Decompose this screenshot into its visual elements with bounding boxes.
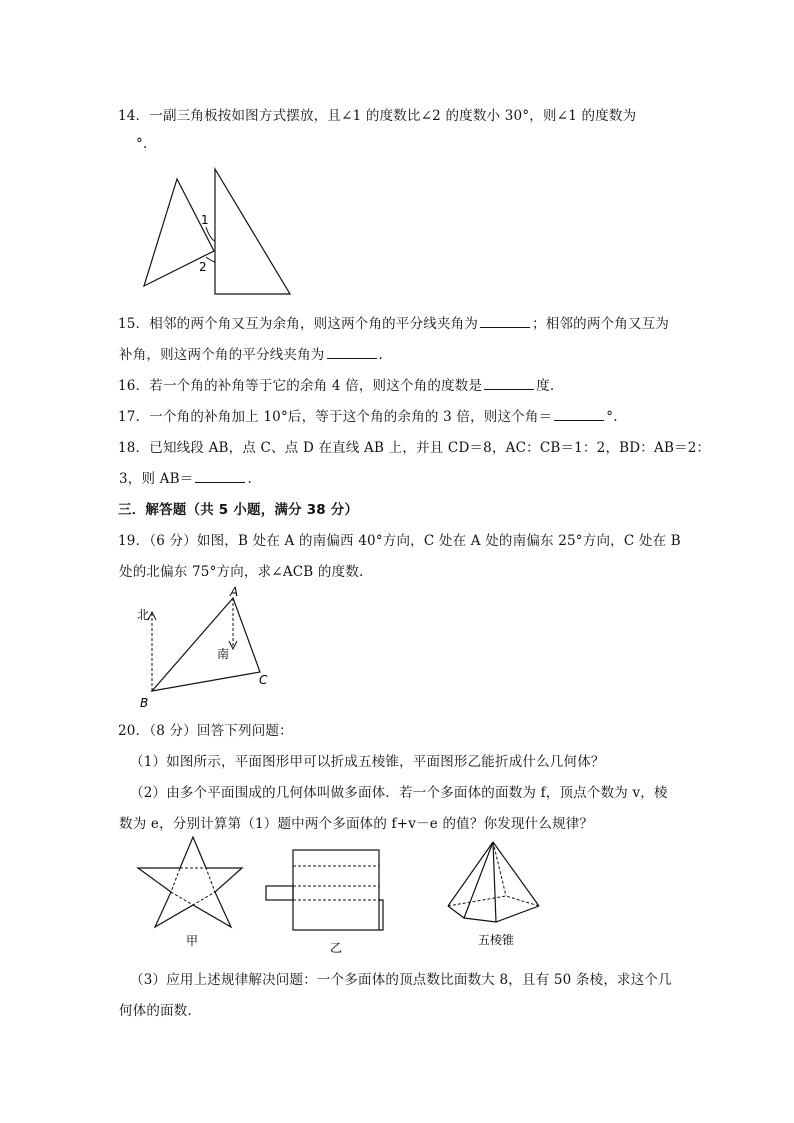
edge-1 — [448, 842, 493, 906]
figure-jia-star-net — [136, 835, 248, 955]
label-jia: 甲 — [186, 934, 199, 948]
base-back — [448, 896, 539, 906]
q16-blank — [484, 377, 534, 390]
label-pyramid: 五棱锥 — [478, 933, 515, 947]
angle-1-label: 1 — [201, 213, 209, 227]
q20-part1: （1）如图所示，平面图形甲可以折成五棱锥，平面图形乙能折成什么几何体？ — [130, 754, 605, 770]
q17-blank — [554, 408, 604, 421]
section-3-heading: 三．解答题（共 5 小题，满分 38 分） — [118, 502, 359, 518]
q19-line1: 19．（6 分）如图，B 处在 A 的南偏西 40°方向，C 处在 A 处的南偏东 25°方向，C 处在 B — [118, 533, 681, 549]
q19-figure — [134, 584, 284, 709]
q16-line: 16．若一个角的补角等于它的余角 4 倍，则这个角的度数是 度. — [118, 378, 555, 394]
prism-net-body — [293, 850, 379, 930]
star-outline — [138, 837, 242, 927]
pentagon-base — [171, 868, 215, 905]
q20-part3-line2: 何体的面数. — [119, 1003, 192, 1019]
q18-line2: 3，则 AB＝ . — [119, 471, 252, 487]
label-south: 南 — [217, 647, 230, 661]
q17-line: 17．一个角的补角加上 10°后，等于这个角的余角的 3 倍，则这个角＝ °. — [118, 409, 618, 425]
q18-line1: 18．已知线段 AB，点 C、点 D 在直线 AB 上，并且 CD＝8，AC：CB＝1：2，BD：AB＝2： — [118, 440, 711, 456]
base-front — [448, 906, 539, 922]
angle-2-arc — [206, 257, 215, 262]
figure-pentagonal-pyramid — [444, 838, 564, 958]
q20-part3-line1: （3）应用上述规律解决问题：一个多面体的顶点数比面数大 8，且有 50 条棱，求这个几 — [130, 972, 672, 988]
edge-2 — [464, 842, 493, 918]
label-yi: 乙 — [330, 941, 343, 955]
figure-yi-prism-net — [262, 842, 388, 962]
triangle-abc — [152, 598, 260, 691]
left-flap — [266, 886, 293, 900]
q14-line2: °. — [136, 136, 148, 152]
q15-blank2 — [327, 346, 377, 359]
label-a: A — [230, 585, 239, 599]
q15-blank1 — [480, 315, 530, 328]
q14-figure — [140, 165, 300, 300]
label-c: C — [259, 673, 268, 687]
q20-part2-line2: 数为 e，分别计算第（1）题中两个多面体的 f+v－e 的值？你发现什么规律？ — [119, 816, 594, 832]
angle-2-label: 2 — [199, 260, 207, 274]
q14-line1: 14．一副三角板按如图方式摆放，且∠1 的度数比∠2 的度数小 30°，则∠1 的度数为 — [118, 108, 637, 124]
right-triangle — [215, 169, 290, 294]
label-north: 北 — [137, 608, 150, 622]
q20-part2-line1: （2）由多个平面围成的几何体叫做多面体．若一个多面体的面数为 f，顶点个数为 v，棱 — [130, 785, 668, 801]
q18-blank — [195, 470, 245, 483]
q15-line1: 15．相邻的两个角又互为余角，则这两个角的平分线夹角为 ；相邻的两个角又互为 — [118, 316, 670, 332]
q19-line2: 处的北偏东 75°方向，求∠ACB 的度数. — [119, 564, 364, 580]
q20-title: 20．（8 分）回答下列问题： — [118, 723, 293, 739]
label-b: B — [140, 696, 149, 710]
right-flap-outline — [379, 900, 383, 930]
edge-4 — [493, 842, 539, 906]
q15-line2: 补角，则这两个角的平分线夹角为 . — [119, 347, 383, 363]
